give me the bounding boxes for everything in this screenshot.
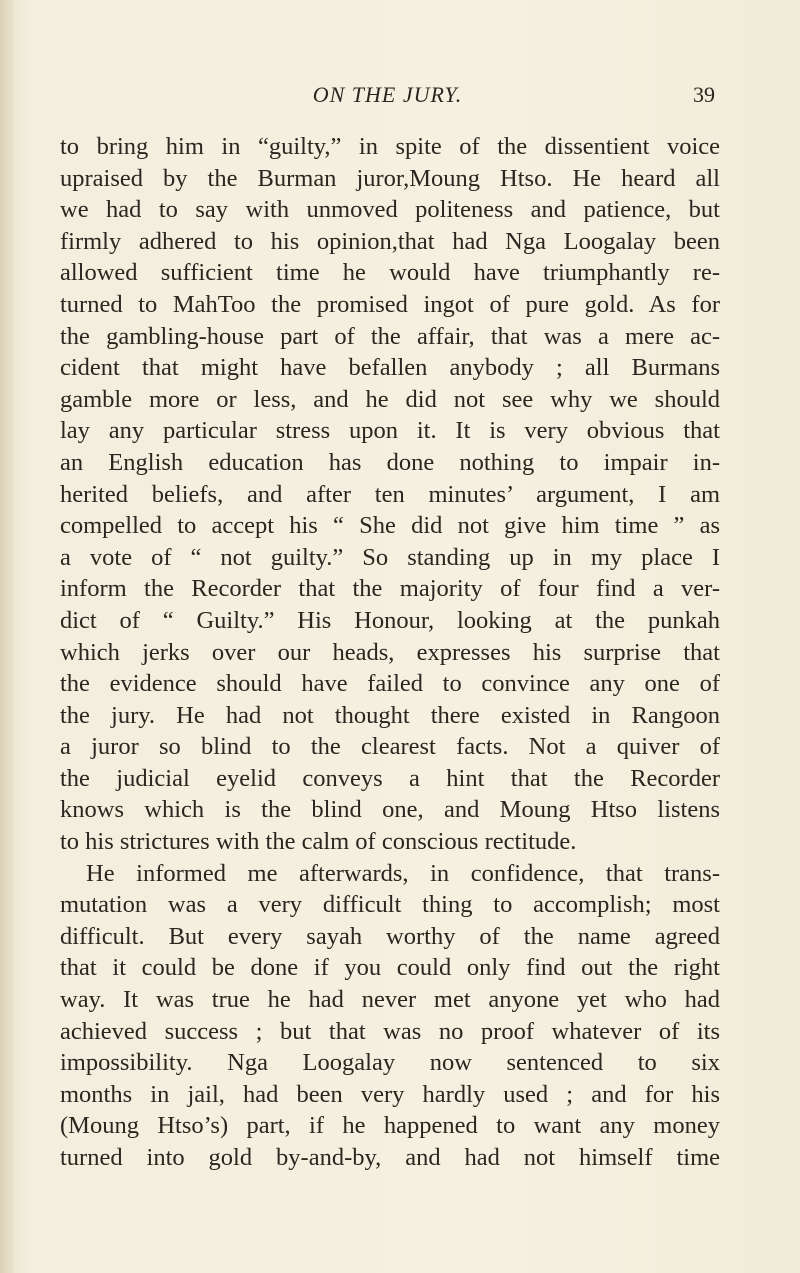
- text-line: that it could be done if you could only find out the right: [60, 954, 720, 982]
- paragraph-first-line: He informed me afterwards, in confidence, that trans-: [86, 859, 720, 887]
- text-line: months in jail, had been very hardly used ; and for his: [60, 1080, 720, 1108]
- text-line: impossibility. Nga Loogalay now sentenced to six: [60, 1049, 720, 1077]
- text-line: cident that might have befallen anybody ; all Burmans: [60, 354, 720, 382]
- text-line: to his strictures with the calm of conscious rectitude.: [60, 828, 577, 856]
- text-line: gamble more or less, and he did not see why we should: [60, 385, 720, 413]
- text-line: dict of “ Guilty.” His Honour, looking at the punkah: [60, 606, 720, 634]
- text-line: achieved success ; but that was no proof whatever of its: [60, 1017, 720, 1045]
- text-line: the judicial eyelid conveys a hint that the Recorder: [60, 764, 720, 792]
- text-line: compelled to accept his “ She did not give him time ” as: [60, 512, 720, 540]
- text-line: a juror so blind to the clearest facts. Not a quiver of: [60, 733, 720, 761]
- page-number: 39: [693, 82, 715, 107]
- text-line: the gambling-house part of the affair, that was a mere ac-: [60, 322, 720, 350]
- text-line: herited beliefs, and after ten minutes’ argument, I am: [60, 480, 720, 508]
- text-line: inform the Recorder that the majority of four find a ver-: [60, 575, 720, 603]
- text-line: turned into gold by-and-by, and had not himself time: [60, 1144, 720, 1171]
- text-line: (Moung Htso’s) part, if he happened to want any money: [60, 1112, 720, 1140]
- text-line: firmly adhered to his opinion,that had Nga Loogalay been: [60, 227, 720, 255]
- text-line: the evidence should have failed to convince any one of: [60, 670, 720, 698]
- page-header: [60, 82, 715, 112]
- running-head: ON THE JURY.: [312, 82, 463, 107]
- text-line: mutation was a very difficult thing to accomplish; most: [60, 891, 720, 919]
- text-line: an English education has done nothing to impair in-: [60, 448, 720, 476]
- text-line: which jerks over our heads, expresses his surprise that: [60, 638, 720, 666]
- text-line: allowed sufficient time he would have triumphantly re-: [60, 259, 720, 287]
- text-line: upraised by the Burman juror,Moung Htso. He heard all: [60, 164, 720, 192]
- text-line: the jury. He had not thought there existed in Rangoon: [60, 701, 720, 729]
- text-line: way. It was true he had never met anyone yet who had: [60, 986, 720, 1014]
- text-line: difficult. But every sayah worthy of the name agreed: [60, 922, 720, 950]
- page-gutter: [0, 0, 14, 1273]
- text-line: lay any particular stress upon it. It is very obvious that: [60, 417, 720, 445]
- text-line: knows which is the blind one, and Moung Htso listens: [60, 796, 720, 824]
- text-line: a vote of “ not guilty.” So standing up in my place I: [60, 543, 720, 571]
- body-text: [60, 131, 720, 1174]
- text-line: to bring him in “guilty,” in spite of the dissentient voice: [60, 133, 720, 160]
- text-line: we had to say with unmoved politeness and patience, but: [60, 196, 720, 224]
- text-line: turned to MahToo the promised ingot of pure gold. As for: [60, 290, 720, 318]
